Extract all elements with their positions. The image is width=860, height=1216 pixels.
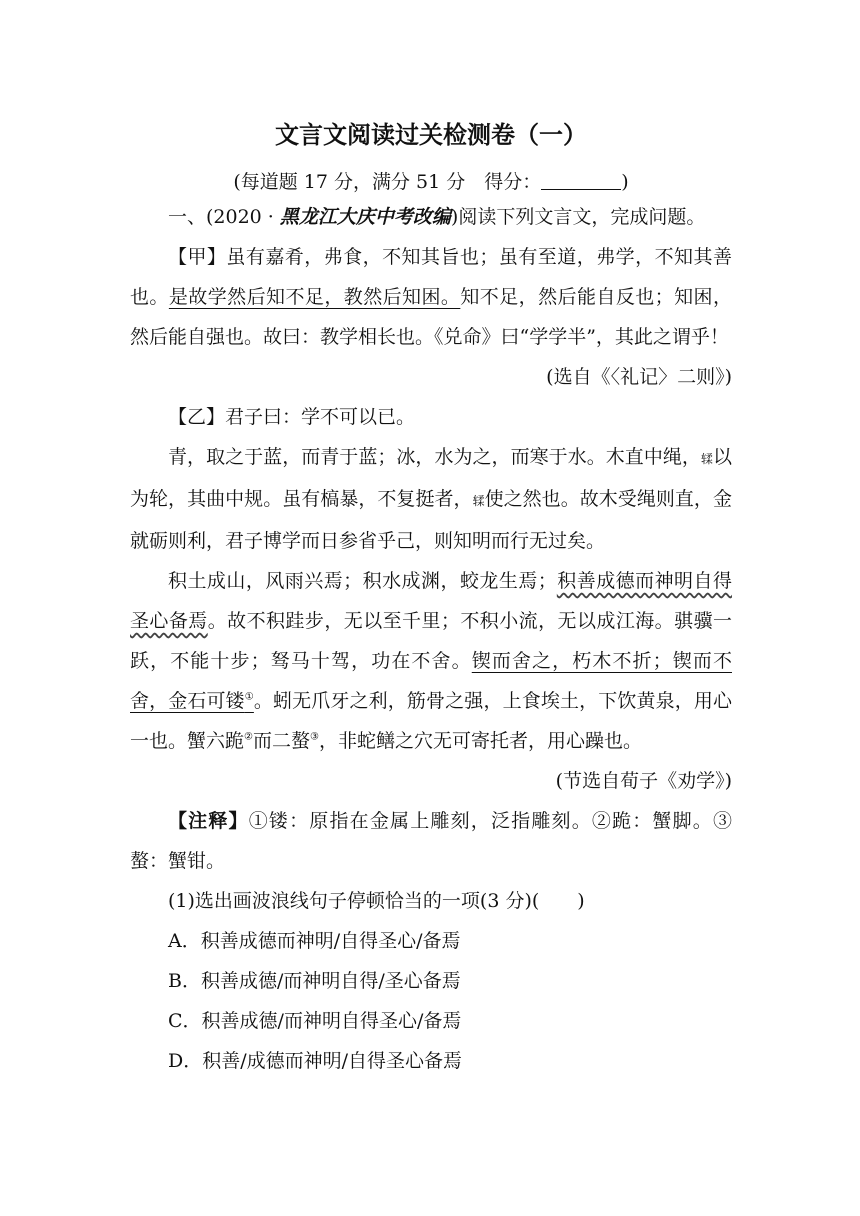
option-a[interactable]: A．积善成德而神明/自得圣心/备焉 [168,930,461,952]
passage-text: 。蚓无爪牙之利，筋骨之强，上食埃土，下饮黄泉，用心一也。蟹六跪 [130,690,732,752]
rare-character: 𫐓 [700,452,713,466]
passage-jia [130,237,732,357]
section-instruction: )阅读下列文言文，完成问题。 [450,206,706,228]
underlined-text: 锲而舍之，朽木不折；锲而不舍，金石可镂 [130,650,732,712]
passage-yi-intro [130,397,732,437]
notes-label: 【注释】 [168,810,249,832]
passage-source: (选自《〈礼记〉二则》) [546,366,732,388]
passage-yi-paragraph [130,561,732,761]
footnote-marker: ③ [310,731,319,743]
wavy-underlined-sentence: 积善成德而神明自得圣心备焉 [130,570,732,632]
passage-text: 使之然也。故木受绳则直，金就砺则利，君子博学而日参省乎己，则知明而行无过矣。 [130,488,732,552]
document-page [130,0,732,1081]
option-d[interactable]: D．积善/成德而神明/自得圣心备焉 [168,1050,463,1072]
notes-text: ①镂：原指在金属上雕刻，泛指雕刻。②跪：蟹脚。③螯：蟹钳。 [130,810,732,872]
passage-text: 以为轮，其曲中规。虽有槁暴，不复挺者， [130,446,732,510]
section-number: 一、(2020 · [168,206,280,228]
passage-yi-paragraph [130,437,732,561]
section-heading [130,197,732,237]
passage-text: 青，取之于蓝，而青于蓝；冰，水为之，而寒于水。木直中绳， [168,446,701,468]
passage-text: 积土成山，风雨兴焉；积水成渊，蛟龙生焉； [168,570,557,592]
option-c[interactable]: C．积善成德/而神明自得圣心/备焉 [168,1010,462,1032]
notes [130,801,732,881]
score-line-end: ) [621,171,629,193]
passage-text: 虽有嘉肴，弗食，不知其旨也；虽有至道，弗学，不知其善也。 [130,246,732,308]
page-title: 文言文阅读过关检测卷（一） [275,121,587,149]
passage-text: 。故不积跬步，无以至千里；不积小流，无以成江海。骐骥一跃，不能十步；驽马十驾，功在不舍。 [130,610,732,672]
passage-text: 而二螯 [252,730,310,752]
passage-text: 君子曰：学不可以已。 [225,406,416,428]
footnote-marker: ① [244,691,254,703]
question-stem: (1)选出画波浪线句子停顿恰当的一项(3 分)( ) [168,890,585,912]
rare-character: 𫐓 [472,494,485,508]
score-blank[interactable] [541,171,621,190]
passage-label-yi: 【乙】 [168,406,226,428]
footnote-marker: ② [244,731,253,743]
passage-text: ，非蛇鳝之穴无可寄托者，用心躁也。 [318,730,642,752]
passage-label-jia: 【甲】 [168,246,227,268]
section-source: 黑龙江大庆中考改编 [279,206,451,228]
passage-source: (节选自荀子《劝学》) [555,770,732,792]
option-b[interactable]: B．积善成德/而神明自得/圣心备焉 [168,970,461,992]
score-line-text: (每道题 17 分，满分 51 分 得分： [233,171,542,193]
passage-text: 知不足，然后能自反也；知困，然后能自强也。故曰：教学相长也。《兑命》曰“学学半”，其此之谓乎！ [130,286,732,348]
underlined-sentence: 是故学然后知不足，教然后知困。 [168,286,461,308]
score-line [130,167,732,197]
